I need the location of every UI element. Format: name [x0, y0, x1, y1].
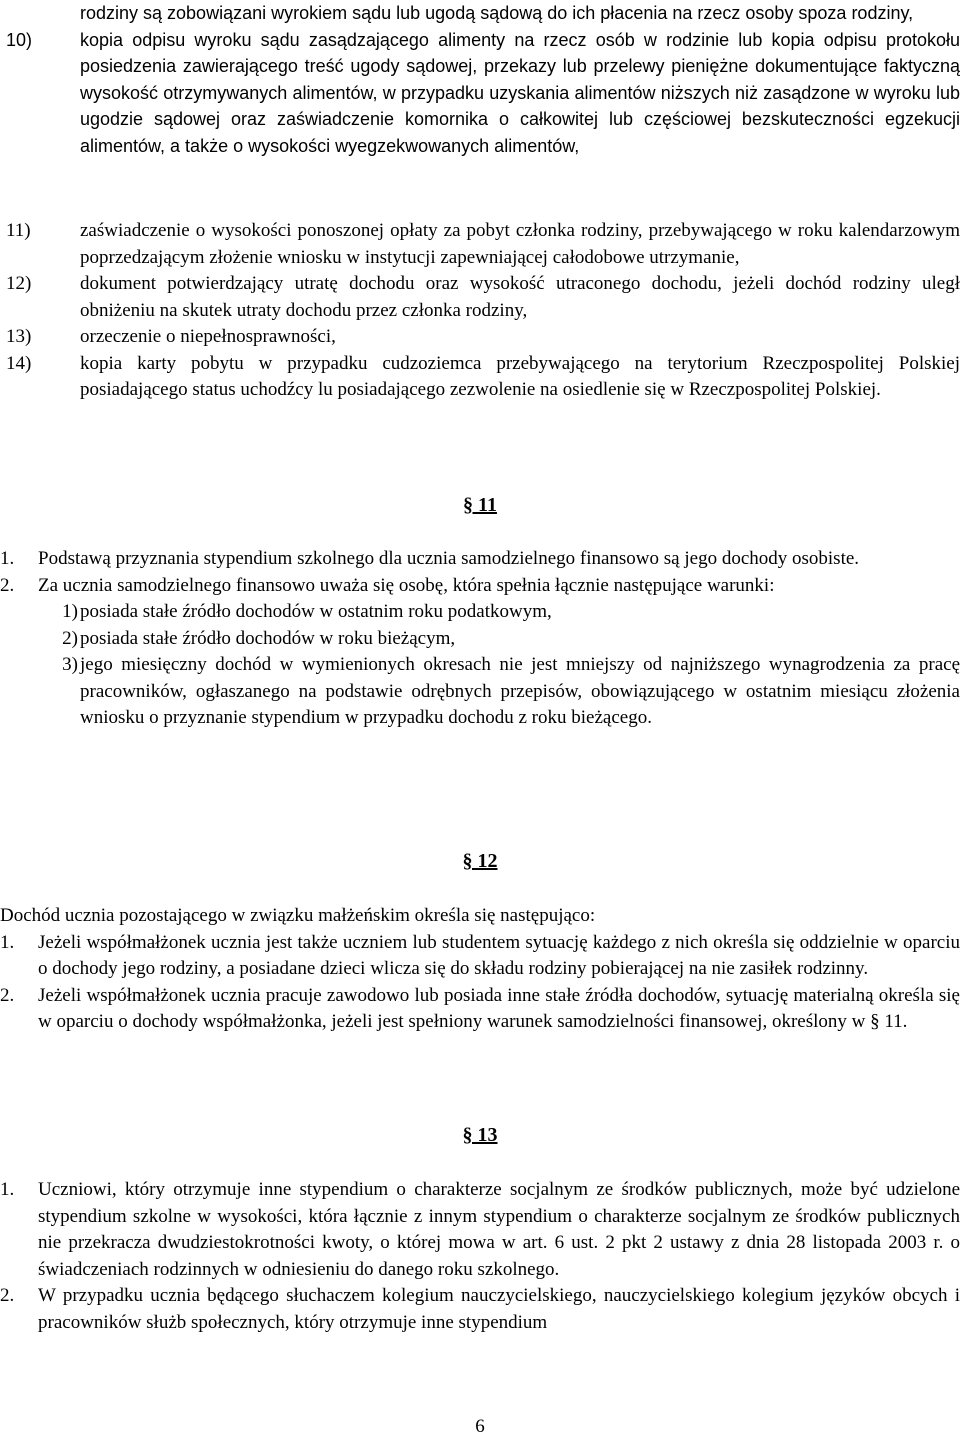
point-text: Uczniowi, który otrzymuje inne stypendium o charakterze socjalnym ze środków publicznych, może być udzielone stypendium szkolne w wysokości, która łącznie z innym stypendium o charakterze socjalnym ze środków publicznych nie przekracza dwudziestokrotności kwoty, o której mowa w art. 6 ust. 2 pkt 2 ustawy z dnia 28 listopada 2003 r. o świadczeniach rodzinnych w odniesieniu do danego roku szkolnego. [38, 1179, 960, 1280]
list-item-text: zaświadczenie o wysokości ponoszonej opłaty za pobyt członka rodziny, przebywającego w roku kalendarzowym poprzedzającym złożenie wniosku w instytucji zapewniającej całodobowe utrzymanie, [80, 220, 960, 268]
condition-item [0, 599, 960, 626]
section-12-intro: Dochód ucznia pozostającego w związku małżeńskim określa się następująco: [0, 905, 596, 926]
list-item-text: orzeczenie o niepełnosprawności, [80, 326, 336, 347]
section-11-heading: § 11 [463, 494, 497, 516]
section-11-point-1 [0, 546, 960, 573]
list-item-text: dokument potwierdzający utratę dochodu oraz wysokość utraconego dochodu, jeżeli dochód rodziny uległ obniżeniu na skutek utraty dochodu przez członka rodziny, [80, 273, 960, 321]
point-number: 1. [0, 1179, 15, 1200]
list-item [0, 218, 960, 271]
continuation-text: rodziny są zobowiązani wyrokiem sądu lub ugodą sądową do ich płacenia na rzecz osoby spoza rodziny, [80, 3, 914, 23]
section-12-point [0, 930, 960, 983]
section-12-heading: § 12 [462, 850, 498, 872]
point-number: 1. [0, 931, 15, 953]
section-11-point-2 [0, 573, 960, 600]
list-item-number: 13) [6, 326, 32, 347]
point-text: Jeżeli współmałżonek ucznia jest także uczniem lub studentem sytuację każdego z nich określa się oddzielnie w oparciu o dochody jego rodziny, a posiadane dzieci wlicza się do składu rodziny pobierającej na nie zasiłek rodzinny. [38, 931, 960, 979]
list-continuation [0, 0, 960, 159]
point-text: Jeżeli współmałżonek ucznia pracuje zawodowo lub posiada inne stałe źródła dochodów, sytuację materialną określa się w oparciu o dochody współmałżonka, jeżeli jest spełniony warunek samodzielności finansowej, określony w § 11. [38, 984, 960, 1032]
list-item [0, 324, 960, 351]
point-number: 2. [0, 574, 15, 596]
list-item-number: 12) [6, 273, 32, 294]
condition-text: posiada stałe źródło dochodów w roku bieżącym, [80, 627, 456, 649]
list-item-number: 14) [6, 352, 32, 374]
list-item-number: 10) [6, 29, 33, 50]
section-13-point [0, 1283, 960, 1336]
condition-item [0, 626, 960, 653]
section-12-point [0, 983, 960, 1036]
condition-text: jego miesięczny dochód w wymienionych okresach nie jest mniejszy od najniższego wynagrodzenia za pracę pracowników, ogłaszanego na podstawie odrębnych przepisów, obowiązującego w ostatnim miesiącu złożenia wniosku o przyznanie stypendium w przypadku dochodu z roku bieżącego. [80, 654, 960, 728]
list-item [0, 271, 960, 324]
section-11 [0, 546, 960, 732]
condition-item [0, 652, 960, 732]
list-item [0, 351, 960, 404]
point-number: 2. [0, 1285, 15, 1306]
condition-number: 1) [62, 601, 78, 622]
list-item-number: 11) [6, 220, 31, 241]
section-13-point [0, 1177, 960, 1283]
list-item [0, 27, 960, 160]
section-13-heading: § 13 [462, 1124, 498, 1146]
condition-number: 3) [62, 654, 78, 675]
point-text: Za ucznia samodzielnego finansowo uważa się osobę, która spełnia łącznie następujące warunki: [38, 574, 775, 596]
page-number: 6 [475, 1416, 485, 1437]
list-item-continuation [0, 0, 960, 27]
point-number: 1. [0, 548, 15, 569]
section-12 [0, 903, 960, 1036]
list-items-serif [0, 218, 960, 404]
point-number: 2. [0, 984, 15, 1006]
point-text: Podstawą przyznania stypendium szkolnego dla ucznia samodzielnego finansowo są jego dochody osobiste. [38, 548, 860, 569]
list-item-text: kopia odpisu wyroku sądu zasądzającego alimenty na rzecz osób w rodzinie lub kopia odpisu protokołu posiedzenia zawierającego treść ugody sądowej, przekazy lub przelewy pieniężne dokumentujące faktyczną wysokość otrzymywanych alimentów, w przypadku uzyskania alimentów niższych niż zasądzone w wyroku lub ugodzie sądowej oraz zaświadczenie komornika o całkowitej lub częściowej bezskuteczności egzekucji alimentów, a także o wysokości wyegzekwowanych alimentów, [80, 29, 960, 156]
list-item-text: kopia karty pobytu w przypadku cudzoziemca przebywającego na terytorium Rzeczpospolitej Polskiej posiadającego status uchodźcy lu posiadającego zezwolenie na osiedlenie się w Rzeczpospolitej Polskiej. [80, 352, 960, 400]
condition-number: 2) [62, 627, 78, 649]
condition-text: posiada stałe źródło dochodów w ostatnim roku podatkowym, [80, 601, 552, 622]
point-text: W przypadku ucznia będącego słuchaczem kolegium nauczycielskiego, nauczycielskiego kolegium języków obcych i pracowników służb społecznych, który otrzymuje inne stypendium [38, 1285, 960, 1333]
section-13 [0, 1177, 960, 1336]
